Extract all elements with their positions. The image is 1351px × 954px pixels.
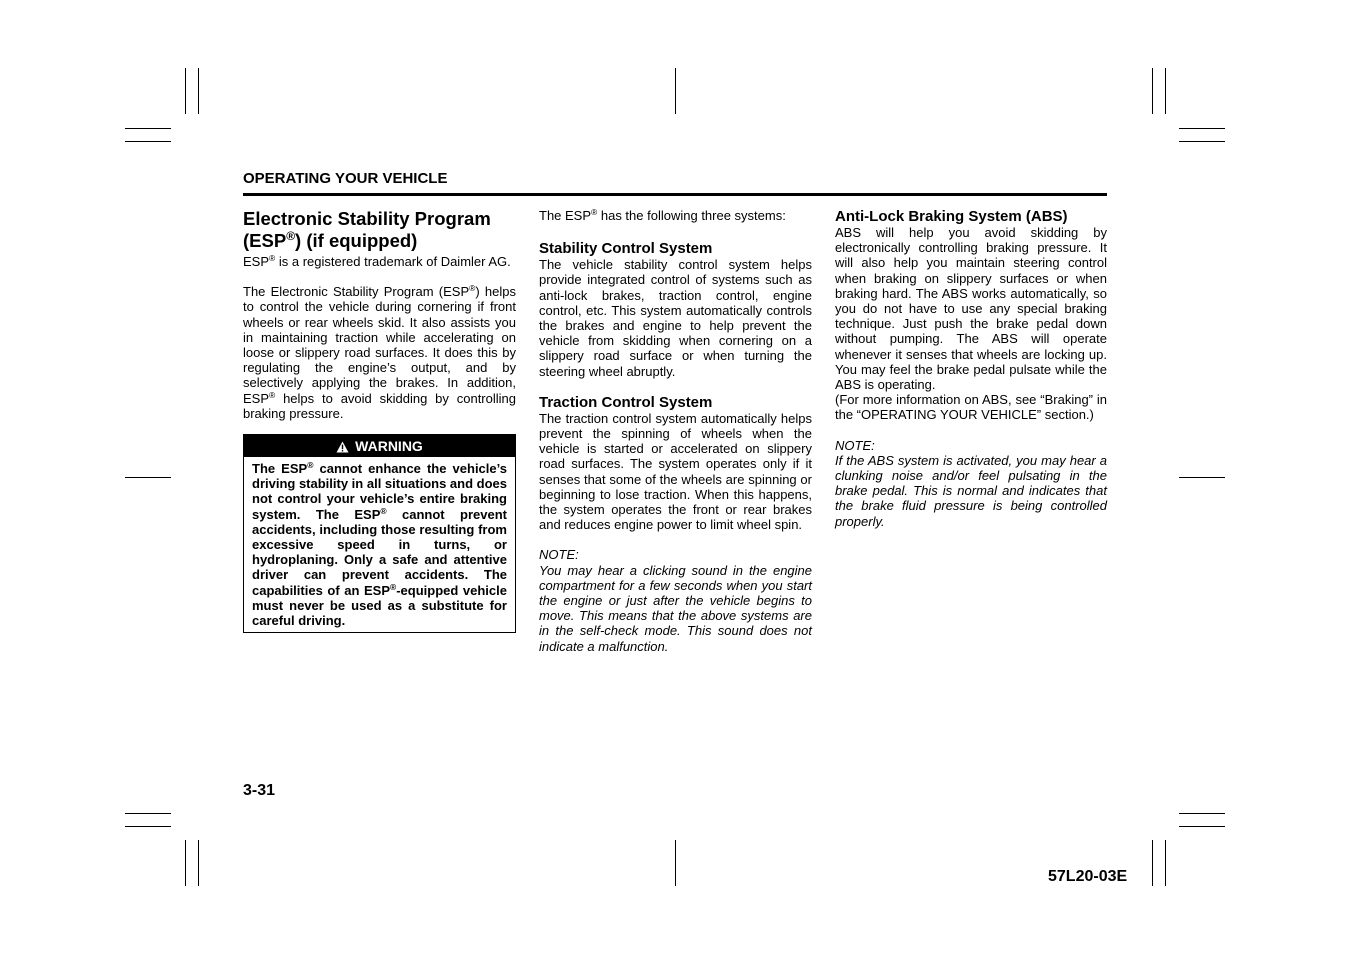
crop-mark — [125, 128, 171, 129]
traction-control-text: The traction control system automatically helps prevent the spinning of wheels when the vehicle is started or accelerated on slippery road surfaces. The system operates only if it senses that some of the wheels are spinning or beginning to lose traction. When this happens, the system operates the front or rear brakes and reduces engine power to limit wheel spin. — [539, 410, 812, 533]
note-text: You may hear a clicking sound in the engine compartment for a few seconds when you start the engine or just after the vehicle begins to move. This means that the above systems are in the self-check mode. This sound does not indicate a malfunction. — [539, 562, 812, 654]
crop-mark — [125, 826, 171, 827]
header-rule — [243, 193, 1107, 196]
esp-trademark-note: ESP® is a registered trademark of Daimler AG. — [243, 252, 511, 269]
crop-mark — [675, 840, 676, 886]
note-label: NOTE: — [539, 547, 579, 563]
esp-intro-paragraph: The Electronic Stability Program (ESP®) helps to control the vehicle during cornering if front wheels or rear wheels skid. It also assists you in maintaining traction while accelerating on loose or slippery road surfaces. It does this by regulating the engine’s output, and by selectively applying the brakes. In addition, ESP® helps to avoid skidding by controlling braking pressure. — [243, 283, 516, 421]
crop-mark — [1179, 128, 1225, 129]
crop-mark — [1179, 813, 1225, 814]
abs-more-info: (For more information on ABS, see “Braking” in the “OPERATING YOUR VEHICLE” section.) — [835, 392, 1107, 423]
crop-mark — [125, 813, 171, 814]
crop-mark — [198, 840, 199, 886]
traction-control-title: Traction Control System — [539, 393, 713, 411]
crop-mark — [185, 840, 186, 886]
esp-heading: Electronic Stability Program (ESP®) (if equipped) — [243, 208, 491, 251]
column-middle — [539, 208, 812, 654]
crop-mark — [1179, 826, 1225, 827]
crop-mark — [1179, 141, 1225, 142]
crop-mark — [675, 68, 676, 114]
warning-box — [243, 434, 516, 633]
warning-triangle-icon — [336, 437, 349, 459]
abs-text: ABS will help you avoid skidding by electronically controlling braking pressure. It will also help you maintain steering control when braking on slippery surfaces or when braking hard. The ABS works automatically, so you do not have to use any special braking technique. Just push the brake pedal down without pumping. The ABS will operate whenever it senses that wheels are locking up. You may feel the brake pedal pulsate while the ABS is operating. — [835, 225, 1107, 393]
crop-mark — [1152, 68, 1153, 114]
warning-text: The ESP® cannot enhance the vehicle’s driving stability in all situations and does not control your vehicle’s entire braking system. The ESP® cannot prevent accidents, including those resulting from excessive speed in turns, or hydroplaning. Only a safe and attentive driver can prevent accidents. The capabilities of an ESP®-equipped vehicle must never be used as a substitute for careful driving. — [252, 459, 507, 629]
page-number: 3-31 — [243, 782, 276, 799]
note-text: If the ABS system is activated, you may hear a clunking noise and/or feel pulsating in the brake pedal. This is normal and indicates that the brake fluid pressure is being controlled properly. — [835, 452, 1107, 529]
warning-label: WARNING — [355, 438, 423, 455]
crop-mark — [1152, 840, 1153, 886]
crop-mark — [1165, 68, 1166, 114]
section-header-title: OPERATING YOUR VEHICLE — [243, 170, 448, 187]
crop-mark — [185, 68, 186, 114]
crop-mark — [1165, 840, 1166, 886]
crop-mark — [125, 477, 171, 478]
crop-mark — [125, 141, 171, 142]
stability-control-title: Stability Control System — [539, 240, 713, 258]
stability-control-text: The vehicle stability control system helps provide integrated control of systems such as anti-lock brakes, traction control, engine control, etc. This system automatically controls the brakes and engine to help prevent the vehicle from skidding when cornering on a slippery road surface or when turning the steering wheel abruptly. — [539, 257, 812, 379]
crop-mark — [198, 68, 199, 114]
warning-header — [244, 435, 515, 457]
note-label: NOTE: — [835, 437, 875, 453]
column-left — [243, 208, 516, 633]
crop-mark — [1179, 477, 1225, 478]
systems-intro: The ESP® has the following three systems: — [539, 206, 786, 223]
abs-title: Anti-Lock Braking System (ABS) — [835, 208, 1068, 225]
document-code: 57L20-03E — [1048, 868, 1128, 885]
column-right — [835, 208, 1107, 529]
page-header — [243, 170, 1107, 196]
